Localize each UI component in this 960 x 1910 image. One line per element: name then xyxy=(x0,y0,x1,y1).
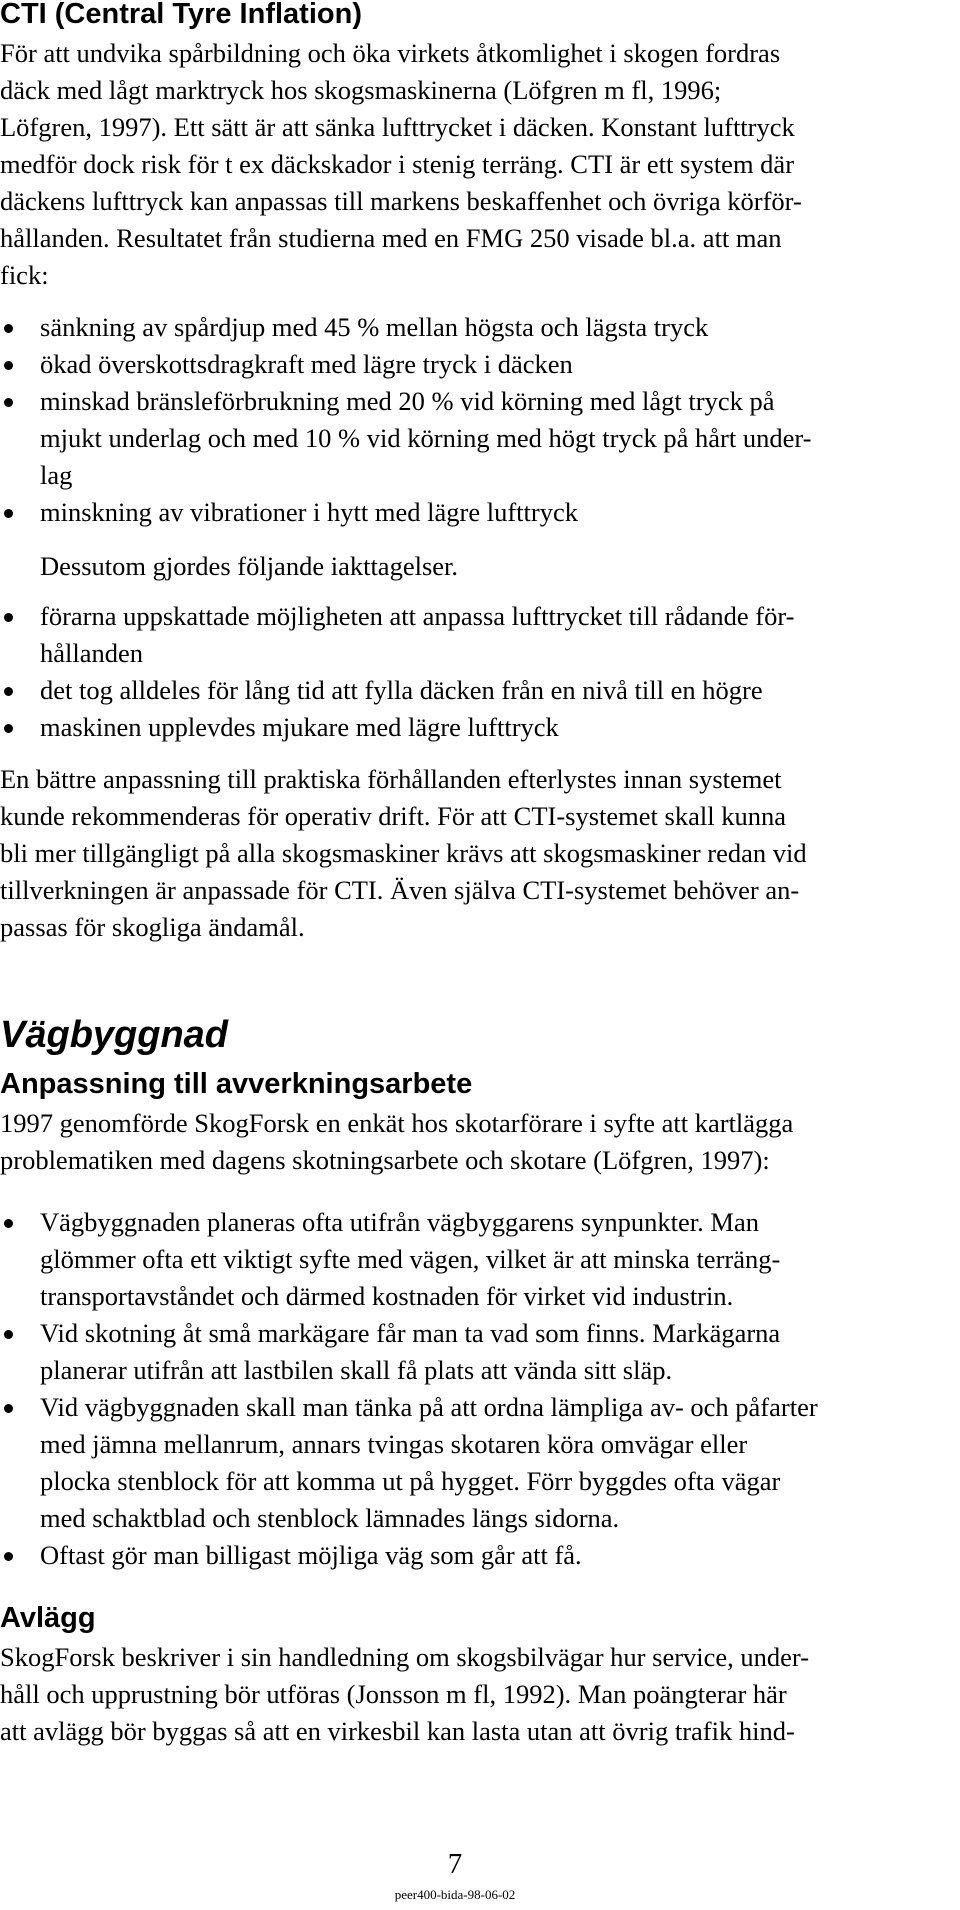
avlagg-body-line: håll och upprustning bör utföras (Jonsson m fl, 1992). Man poängterar här xyxy=(0,1679,787,1709)
cti-result-line: minskad bränsleförbrukning med 20 % vid körning med lågt tryck på xyxy=(40,386,775,416)
bullet-icon xyxy=(4,724,13,733)
cti-result-line: sänkning av spårdjup med 45 % mellan högsta och lägsta tryck xyxy=(40,312,709,342)
anpassning-bullet-line: glömmer ofta ett viktigt syfte med vägen, vilket är att minska terräng- xyxy=(40,1244,781,1274)
anpassning-bullet-line: med schaktblad och stenblock lämnades längs sidorna. xyxy=(40,1503,620,1533)
avlagg-heading: Avlägg xyxy=(0,1602,96,1634)
vagbyggnad-heading: Vägbyggnad xyxy=(0,1014,229,1056)
bullet-icon xyxy=(4,1219,13,1228)
cti-result-line: ökad överskottsdragkraft med lägre tryck i däcken xyxy=(40,349,573,379)
cti-conclusion-line: En bättre anpassning till praktiska förhållanden efterlystes innan systemet xyxy=(0,764,782,794)
cti-observation-line: förarna uppskattade möjligheten att anpassa lufttrycket till rådande för- xyxy=(40,601,795,631)
bullet-icon xyxy=(4,509,13,518)
cti-observation-line: maskinen upplevdes mjukare med lägre lufttryck xyxy=(40,712,559,742)
cti-intro-line: medför dock risk för t ex däckskador i stenig terräng. CTI är ett system där xyxy=(0,149,795,179)
cti-observation-line: hållanden xyxy=(40,638,144,668)
cti-heading: CTI (Central Tyre Inflation) xyxy=(0,0,362,30)
cti-intro-line: fick: xyxy=(0,260,49,290)
anpassning-bullet-line: Vägbyggnaden planeras ofta utifrån vägbyggarens synpunkter. Man xyxy=(40,1207,759,1237)
cti-intro-line: hållanden. Resultatet från studierna med en FMG 250 visade bl.a. att man xyxy=(0,223,782,253)
cti-conclusion-line: kunde rekommenderas för operativ drift. För att CTI-systemet skall kunna xyxy=(0,801,786,831)
avlagg-body-line: att avlägg bör byggas så att en virkesbil kan lasta utan att övrig trafik hind- xyxy=(0,1716,795,1746)
bullet-icon xyxy=(4,1404,13,1413)
anpassning-bullet-line: med jämna mellanrum, annars tvingas skotaren köra omvägar eller xyxy=(40,1429,748,1459)
cti-result-line: mjukt underlag och med 10 % vid körning med högt tryck på hårt under- xyxy=(40,423,812,453)
footer-code: peer400-bida-98-06-02 xyxy=(394,1887,516,1902)
bullet-icon xyxy=(4,687,13,696)
cti-intro-line: däck med lågt marktryck hos skogsmaskinerna (Löfgren m fl, 1996; xyxy=(0,75,722,105)
cti-conclusion-line: bli mer tillgängligt på alla skogsmaskiner krävs att skogsmaskiner redan vid xyxy=(0,838,807,868)
anpassning-intro-line: problematiken med dagens skotningsarbete och skotare (Löfgren, 1997): xyxy=(0,1145,770,1175)
anpassning-bullet-line: plocka stenblock för att komma ut på hygget. Förr byggdes ofta vägar xyxy=(40,1466,781,1496)
bullet-icon xyxy=(4,613,13,622)
anpassning-bullet-line: planerar utifrån att lastbilen skall få plats att vända sitt släp. xyxy=(40,1355,673,1385)
cti-observations-intro: Dessutom gjordes följande iakttagelser. xyxy=(40,551,459,581)
bullet-icon xyxy=(4,398,13,407)
bullet-icon xyxy=(4,361,13,370)
page-number: 7 xyxy=(447,1848,463,1880)
bullet-icon xyxy=(4,1552,13,1561)
cti-result-line: lag xyxy=(40,460,73,490)
anpassning-bullet-line: Vid skotning åt små markägare får man ta vad som finns. Markägarna xyxy=(40,1318,781,1348)
anpassning-bullet-line: Vid vägbyggnaden skall man tänka på att ordna lämpliga av- och påfarter xyxy=(40,1392,818,1422)
cti-intro-line: däckens lufttryck kan anpassas till markens beskaffenhet och övriga körför- xyxy=(0,186,802,216)
cti-conclusion-line: passas för skogliga ändamål. xyxy=(0,912,305,942)
anpassning-heading: Anpassning till avverkningsarbete xyxy=(0,1068,473,1100)
cti-intro-line: Löfgren, 1997). Ett sätt är att sänka lufttrycket i däcken. Konstant lufttryck xyxy=(0,112,795,142)
cti-conclusion-line: tillverkningen är anpassade för CTI. Även själva CTI-systemet behöver an- xyxy=(0,875,800,905)
avlagg-body-line: SkogForsk beskriver i sin handledning om skogsbilvägar hur service, under- xyxy=(0,1642,810,1672)
bullet-icon xyxy=(4,324,13,333)
anpassning-bullet-line: transportavståndet och därmed kostnaden för virket vid industrin. xyxy=(40,1281,734,1311)
bullet-icon xyxy=(4,1330,13,1339)
anpassning-bullet-line: Oftast gör man billigast möjliga väg som går att få. xyxy=(40,1540,582,1570)
cti-observation-line: det tog alldeles för lång tid att fylla däcken från en nivå till en högre xyxy=(40,675,763,705)
cti-result-line: minskning av vibrationer i hytt med lägre lufttryck xyxy=(40,497,578,527)
cti-intro-line: För att undvika spårbildning och öka virkets åtkomlighet i skogen fordras xyxy=(0,38,781,68)
anpassning-intro-line: 1997 genomförde SkogForsk en enkät hos skotarförare i syfte att kartlägga xyxy=(0,1108,794,1138)
